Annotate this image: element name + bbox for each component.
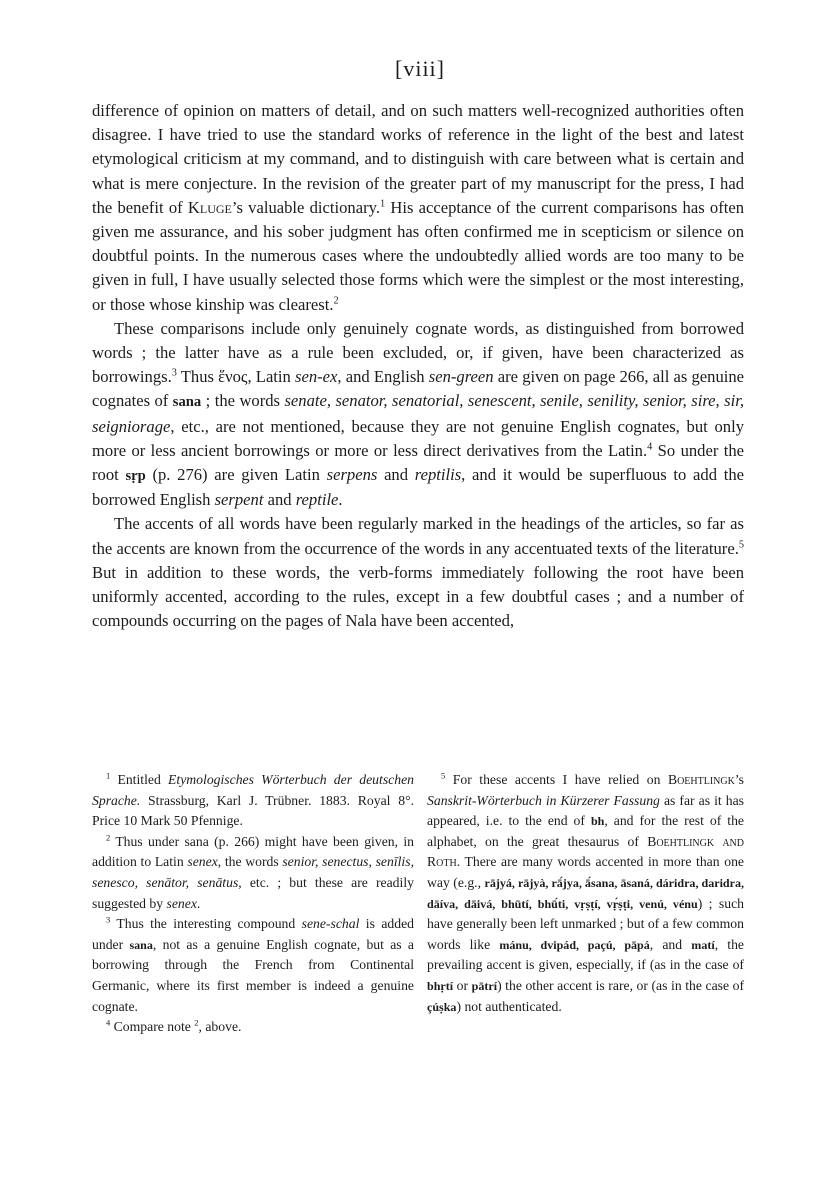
latin-word: sen-ex <box>295 367 338 387</box>
sanskrit-root: sṛp <box>125 468 146 485</box>
book-title: Sanskrit-Wörterbuch in Kürzerer Fassung <box>427 792 660 808</box>
paragraph-2: These comparisons include only genuinely cognate words, as distinguished from borrowed words ; the latter have as a rule been excluded, or, if given, have been characterized as borrowings.$^3$ Thus ἕνος, Latin sen-ex, and English sen-green are given on page 266, all as genuine cognates of sana ; the words senate, senator, senatorial, senescent, senile, senility, senior, sire, sir, seigniorage, etc., are not mentioned, because they are not genuine English cognates, but only more or less ancient borrowings or more or less direct derivatives from the Latin.$^4$ So under the root sṛp (p. 276) are given Latin serpens and reptilis, and it would be superfluous to add the borrowed English serpent and reptile. <box>92 318 745 510</box>
author-name-boehtlingk: Boehtlingk <box>667 772 735 787</box>
paragraph-3: The accents of all words have been regularly marked in the headings of the articles, so far as the accents are known from the occurrence of the words in any accentuated texts of the literature.$^5$ But in addition to these words, the verb-forms immediately following the root have been uniformly accented, according to the rules, except in a few doubtful cases ; and a number of compounds occurring on the pages of Nala have been accented, <box>92 514 744 631</box>
footnote-3: $^3$ Thus the interesting compound sene-schal is added under sana, not as a genuine English cognate, but as a borrowing through the French from Continental Germanic, where its first member is indeed a genuine cognate. <box>92 914 414 1014</box>
sanskrit-word: sana <box>172 394 202 411</box>
footnotes-right-column <box>427 770 744 1017</box>
page-number: [viii] <box>395 56 445 81</box>
footnote-ref-1[interactable]: 1 <box>379 198 386 210</box>
english-word: sen-green <box>428 367 494 387</box>
author-names: Boehtlingk and Roth <box>427 833 745 870</box>
latin-word: reptilis <box>414 465 462 485</box>
footnotes-left-column <box>92 770 414 1038</box>
paragraph-1: difference of opinion on matters of detail, and on such matters well-recognized authorities often disagree. I have tried to use the standard works of reference in the light of the best and latest etymological criticism at my command, and to distinguish with care between what is certain and what is mere conjecture. In the revision of the greater part of my manuscript for the press, I had the benefit of Kluge’s valuable dictionary.$^1$ His acceptance of the current comparisons has often given me assurance, and his sober judgment has often confirmed me in scepticism or silence on doubtful points. In the numerous cases where the undoubtedly allied words are too many to be given in full, I have usually selected those forms which were the simplest or the most interesting, or those whose kinship was clearest.$^2$ <box>92 101 744 314</box>
footnote-ref-5[interactable]: 5 <box>738 539 744 551</box>
english-word: reptile <box>295 490 339 510</box>
latin-word: serpens <box>326 465 378 485</box>
book-title: Etymologisches Wörterbuch der deutschen Sprache. <box>92 772 414 808</box>
english-word: serpent <box>214 490 264 510</box>
footnote-ref-3[interactable]: 3 <box>171 367 177 379</box>
greek-word: ἕνος <box>218 367 248 387</box>
author-name-kluge: Kluge <box>187 197 232 217</box>
footnote-ref-4[interactable]: 4 <box>647 441 653 453</box>
body-text <box>92 99 744 633</box>
footnote-5: $^5$ For these accents I have relied on Boehtlingk’s Sanskrit-Wörterbuch in Kürzerer Fassung as far as it has appeared, i.e. to the end of bh, and for the rest of the alphabet, on the great thesaurus of Boehtlingk and Roth. There are many words accented in more than one way (e.g., rājyá, rājyà, rā́jya, ā́sana, āsaná, dáridra, daridra, dāíva, dāivá, bhūtí, bhū́ti, vṛṣṭí, vṛ́ṣṭi, venú, vénu) ; such have generally been left unmarked ; but of a few common words like mánu, dvipád, paçú, pāpá, and matí, the prevailing accent is given, especially, if (as in the case of bhṛtí or pātrí) the other accent is rare, or (as in the case of çúṣka) not authenticated. <box>427 770 745 1014</box>
footnote-2: $^2$ Thus under sana (p. 266) might have been given, in addition to Latin senex, the words senior, senectus, senīlis, senesco, senātor, senātus, etc. ; but these are readily suggested by senex. <box>92 832 414 911</box>
footnote-4: $^4$ Compare note $^2$, above. <box>106 1017 242 1035</box>
footnote-1: $^1$ Entitled Etymologisches Wörterbuch der deutschen Sprache. Strassburg, Karl J. Trübner. 1883. Royal 8°. Price 10 Mark 50 Pfennige. <box>92 770 414 829</box>
borrowed-words-list: senate, senator, senatorial, senescent, senile, senility, senior, sire, sir, seigniorage <box>92 391 744 436</box>
footnote-ref-2[interactable]: 2 <box>333 295 339 307</box>
